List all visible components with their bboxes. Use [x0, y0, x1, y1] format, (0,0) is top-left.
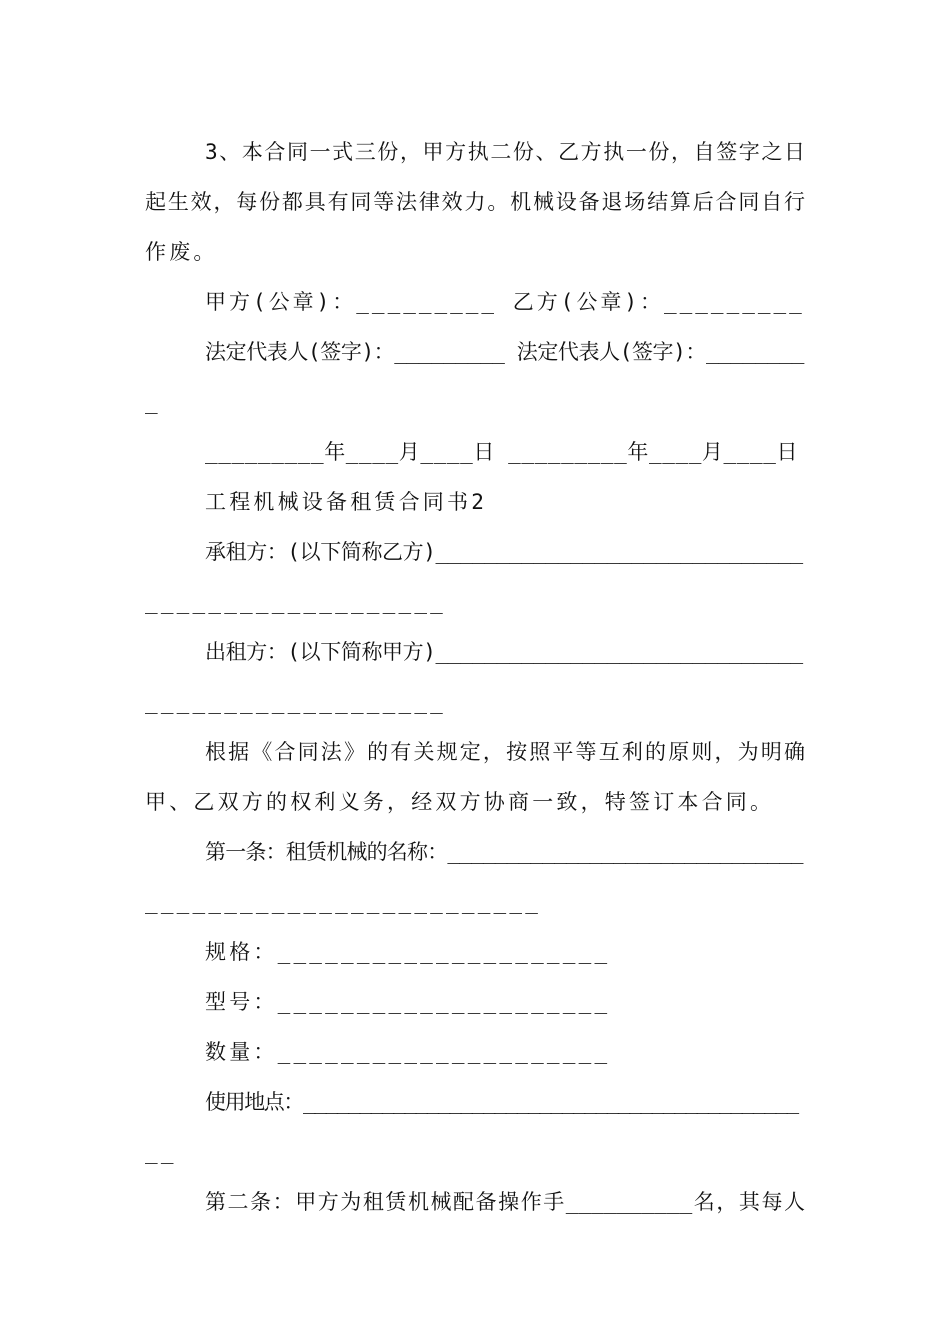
- article-2-line-1: 第二条：甲方为租赁机械配备操作手__________名，其每人: [205, 1190, 805, 1214]
- article-1-name-line: 第一条：租赁机械的名称：______________________________: [205, 840, 803, 864]
- lessee-line: 承租方：(以下简称乙方)______________________________: [205, 540, 803, 564]
- contract-title: 工程机械设备租赁合同书2: [205, 490, 488, 514]
- location-line: 使用地点：____________________________________________: [205, 1090, 798, 1114]
- preamble-line-1: 根据《合同法》的有关规定，按照平等互利的原则，为明确: [205, 740, 805, 764]
- clause-3-line-1: 3、本合同一式三份，甲方执二份、乙方执一份，自签字之日: [205, 140, 805, 164]
- clause-3-line-3: 作废。: [145, 240, 218, 264]
- model-line: 型号：_____________________: [205, 990, 611, 1014]
- spec-line: 规格：_____________________: [205, 940, 611, 964]
- article-1-name-continuation: _________________________: [145, 890, 542, 914]
- preamble-line-2: 甲、乙双方的权利义务，经双方协商一致，特签订本合同。: [145, 790, 775, 814]
- lessor-line: 出租方：(以下简称甲方)______________________________: [205, 640, 803, 664]
- quantity-line: 数量：_____________________: [205, 1040, 611, 1064]
- lessor-line-continuation: ___________________: [145, 690, 447, 714]
- lessee-line-continuation: ___________________: [145, 590, 447, 614]
- legal-rep-signature-continuation: _: [145, 390, 161, 414]
- legal-rep-signature-line: 法定代表人(签字)：_________ 法定代表人(签字)：________: [205, 340, 804, 364]
- seal-line: 甲方(公章)：_________ 乙方(公章)：_________: [205, 290, 805, 314]
- date-line: _________年____月____日 _________年____月____日: [205, 440, 799, 464]
- location-line-continuation: __: [145, 1140, 177, 1164]
- clause-3-line-2: 起生效，每份都具有同等法律效力。机械设备退场结算后合同自行: [145, 190, 805, 214]
